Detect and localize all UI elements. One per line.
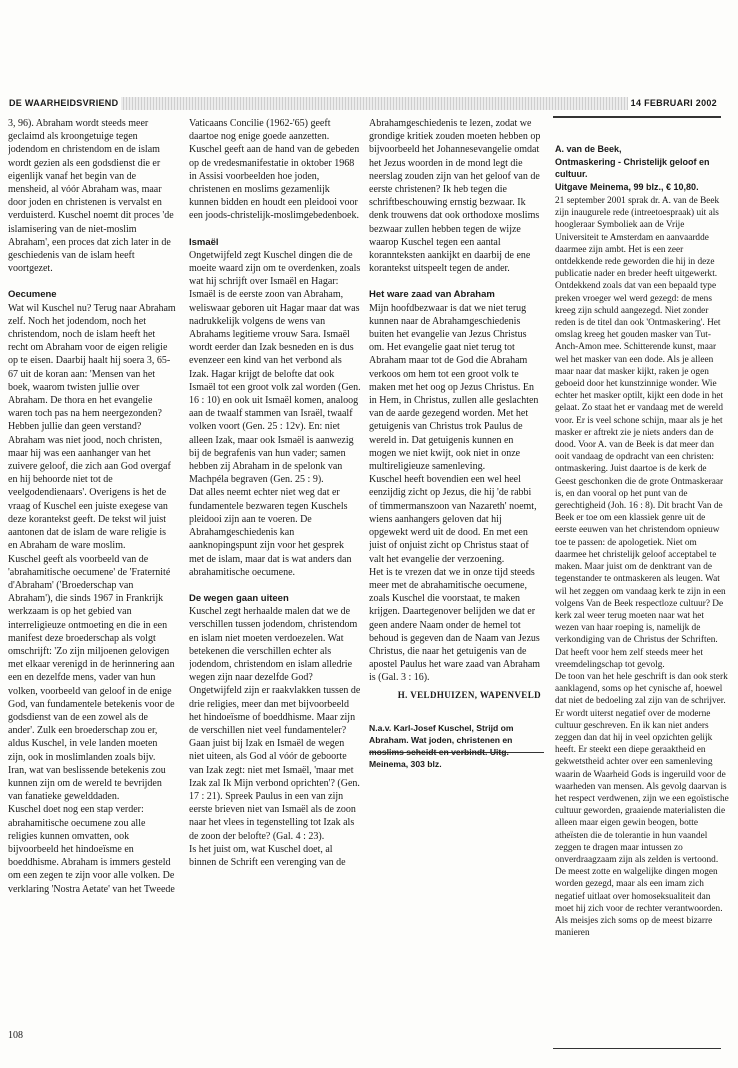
paragraph: Kuschel geeft als voorbeeld van de 'abrahamitische oecumene' de 'Fraternité d'Abraham' ('Broederschap van Abraham'), die sinds 1967 in Frankrijk werkzaam is op het gebied van interreligieuze ontmoeting en die in een manifest deze broederschap als volgt omschrijft: 'Zo zijn miljoenen gelovigen met elkaar verenigd in de herinnering aan een en dezelfde mens, vader van hun volken, voorbeeld van geloof in de enige God, van fundamentele betekenis voor de godsdienst van de een zowel als de ander'. Zulk een broederschap zou er, aldus Kuschel, in vele landen moeten zijn, ook in moslimlanden zoals bijv. Iran, wat van beslissende betekenis zou kunnen zijn om de wereld te bevrijden van fanatieke gewelddaden. <box>8 553 175 803</box>
section-heading-wegen: De wegen gaan uiteen <box>189 592 289 604</box>
review-title: Ontmaskering - Christelijk geloof en cultuur. <box>555 156 710 179</box>
column-4-review <box>555 143 729 1043</box>
running-header <box>6 97 720 110</box>
column-1 <box>8 117 176 1027</box>
paragraph: Vaticaans Concilie (1962-'65) geeft daartoe nog enige goede aanzetten. Kuschel geeft aan de hand van de gebeden op de vredesmanifestatie in oktober 1968 in Assisi voorbeelden hoe joden, christenen en moslims gezamenlijk kunnen bidden en houdt een pleidooi voor een joods-christelijk-moslimgebedenboek. <box>189 118 360 222</box>
book-reference-note: N.a.v. Karl-Josef Kuschel, Strijd om Abraham. Wat joden, christenen en Meinema, 303 blz. <box>369 722 514 769</box>
column-divider-rule <box>369 752 544 753</box>
paragraph: Kuschel zegt herhaalde malen dat we de verschillen tussen jodendom, christendom en islam niet moeten verdoezelen. Wat betekenen die verschillen echter als jodendom, christendom en islam alledrie wegen zijn naar dezelfde God? Ongetwijfeld zijn er raakvlakken tussen de drie religies, meer dan met bijvoorbeeld het hindoeïsme of boeddhisme. Maar zijn de verschillen niet veel fundamenteler? Gaan juist bij Izak en Ismaël de wegen niet uiteen, als God al vóór de geboorte van Izak zegt: niet met Ismaël, 'maar met Izak zal Ik Mijn verbond oprichten'? (Gen. 17 : 21). Spreek Paulus in een van zijn eerste brieven niet van Ismaël als de zoon naar het vlees in tegenstelling tot Izak als de zoon der belofte? (Gal. 4 : 23). <box>189 606 361 842</box>
issue-date: 14 FEBRUARI 2002 <box>628 97 720 110</box>
paragraph: 3, 96). Abraham wordt steeds meer geclaimd als kroongetuige tegen jodendom en christendom en de islam wordt gezien als een godsdienst die er eigenlijk vanaf het begin van de mensheid, al vóór Abraham was, maar door joden en christenen is vervalst en verduisterd. Kuschel noemt dit proces 'de islamisering van de niet-moslim Abraham', een proces dat zich later in de geschiedenis van de islam heeft voortgezet. <box>8 118 174 275</box>
publication-name: DE WAARHEIDSVRIEND <box>6 97 121 110</box>
paragraph: Ongetwijfeld zegt Kuschel dingen die de moeite waard zijn om te overdenken, zoals wat hij schrijft over Ismaël en Hagar: Ismaël is de eerste zoon van Abraham, weliswaar geboren uit Hagar maar dat was nadrukkelijk volgens de wens van Abrahams legitieme vrouw Sara. Ismaël wordt eerder dan Izak besneden en is dus evenzeer een kind van het verbond als Izak. Hagar krijgt de belofte dat ook Ismaël tot een groot volk zal worden (Gen. 16 : 10) en ook uit Ismaël komen, analoog aan de twaalf stammen van Israël, twaalf volken voort (Gen. 25 : 12v). En: niet alleen Izak, maar ook Ismaël is aanwezig bij de begrafenis van hun vader; samen hebben zij Abraham in de spelonk van Machpéla begraven (Gen. 25 : 9). <box>189 249 361 486</box>
column-3 <box>369 117 541 817</box>
paragraph: Abrahamgeschiedenis te lezen, zodat we grondige kritiek zouden moeten hebben op bijvoorbeeld het Johannesevangelie omdat het Jezus woorden in de mond legt die neerslag zouden zijn van het geloof van de eerste christenen? Ik heb tegen die schriftbeschouwing ernstig bezwaar. Ik denk trouwens dat ook orthodoxe moslims bezwaar zullen hebben tegen de wijze waarop Kuschel tegen een aantal korannteksten aankijkt en daarbij de ene korantekst uitspeelt tegen de ander. <box>369 118 541 275</box>
paragraph: Kuschel heeft bovendien een wel heel eenzijdig zicht op Jezus, die hij 'de rabbi of timmermanszoon van Nazareth' noemt, wiens aanhangers geloven dat hij opgewekt werd uit de dood. En met een juist of onjuist zicht op Christus staat of valt het evangelie der verzoening. <box>369 474 537 565</box>
review-publisher: Uitgave Meinema, 99 blz., € 10,80. <box>555 181 699 192</box>
paragraph: Het is te vrezen dat we in onze tijd steeds meer met de abrahamitische oecumene, zoals Kuschel die voorstaat, te maken krijgen. Daartegenover belijden we dat er geen andere Naam onder de hemel tot behoud is gegeven dan de Naam van Jezus Christus, die naar het getuigenis van de apostel Paulus het ware zaad van Abraham is (Gal. 3 : 16). <box>369 566 541 684</box>
paragraph: De toon van het hele geschrift is dan ook sterk aanklagend, soms op het cynische af, hoewel dat niet de bedoeling zal zijn van de schrijver. Er wordt uiterst negatief over de moderne cultuur geschreven. En ik kan niet anders zeggen dan dat hij in veel opzichten gelijk heeft. Er steekt een diepe geraaktheid en gekwetstheid achter over een samenleving waarin de Waarheid Gods is ingeruild voor de waarheden van mensen. Als gevolg daarvan is het respect verdwenen, zijn we een egoïstische cultuur geworden, graaiende materialisten die alleen maar eigen gewin beogen, botte atheïsten die de tolerantie in hun vaandel zeggen te dragen maar intussen zo onverdraagzaam zijn als zelden is vertoond. De meest zotte en walgelijke dingen mogen worden gezegd, maar als een imam zich negatief uitlaat over homoseksualiteit dan moet hij zich voor de rechter verantwoorden. Als meisjes zich soms op de meest bizarre manieren <box>555 671 729 939</box>
review-author: A. van de Beek, <box>555 144 622 154</box>
review-top-rule <box>553 116 721 118</box>
section-heading-oecumene: Oecumene <box>8 289 57 301</box>
paragraph: Mijn hoofdbezwaar is dat we niet terug kunnen naar de Abrahamgeschiedenis buiten het evangelie van Jezus Christus om. Het evangelie gaat niet terug tot Abraham maar tot de God die Abraham verkoos om hem tot een groot volk te maken met het oog op Jezus Christus. En in Hem, in Christus, zullen alle geslachten van de aarde gezegend worden. Met het getuigenis van Christus trok Paulus de wereld in. Dat getuigenis kunnen en mogen we niet kwijt, ook niet in onze multireligieuze samenleving. <box>369 302 539 473</box>
paragraph: Wat wil Kuschel nu? Terug naar Abraham zelf. Noch het jodendom, noch het christendom, noch de islam heeft het recht om Abraham voor de eigen religie op te eisen. Daarbij haalt hij soera 3, 65-67 uit de koran aan: 'Mensen van het boek, waarom twisten jullie over Abraham. De thora en het evangelie waren toch pas na hem neergezonden? Hebben jullie dan geen verstand? Abraham was niet jood, noch christen, maar hij was een aanhanger van het zuivere geloof, die zich aan God overgaf en hij behoorde niet tot de veelgodendienaars'. Overigens is het de vraag of Kuschel een juiste exegese van deze korantekst geeft. De tekst wil juist aantonen dat de islam de ware religie is en Abraham de ware moslim. <box>8 302 176 552</box>
review-bottom-rule <box>553 1048 721 1049</box>
section-heading-ismael: Ismaël <box>189 236 219 248</box>
column-2 <box>189 117 361 1017</box>
paragraph: Is het juist om, wat Kuschel doet, al binnen de Schrift een verenging van de <box>189 843 346 868</box>
paragraph: Kuschel doet nog een stap verder: abrahamitische oecumene zou alle religies kunnen omvatten, ook bijvoorbeeld het hindoeïsme en boeddhisme. Abraham is immers gesteld om een zegen te zijn voor alle volken. De verklaring 'Nostra Aetate' van het Tweede <box>8 804 175 895</box>
paragraph: Dat alles neemt echter niet weg dat er fundamentele bezwaren tegen Kuschels pleidooi zijn aan te voeren. De Abrahamgeschiedenis kan aanknopingspunt zijn voor het gesprek met de islam, maar dat is wat anders dan abrahamitische oecumene. <box>189 487 352 578</box>
section-heading-zaad: Het ware zaad van Abraham <box>369 289 495 301</box>
author-signature: H. VELDHUIZEN, WAPENVELD <box>397 689 541 700</box>
paragraph: 21 september 2001 sprak dr. A. van de Beek zijn inaugurele rede (intreetoespraak) uit als hoogleraar Symboliek aan de Vrije Universiteit te Amsterdam en aanvaardde daarmee zijn ambt. Het is een zeer ontdekkende rede geworden die hij in deze publicatie nader en breder heeft uitgewerkt. Ontdekkend zoals dat van een bepaald type preken vroeger wel werd gezegd: de mens kreeg zijn schuld aangezegd. Niet zonder reden is de titel dan ook 'Ontmaskering'. Het omslag kreeg het gouden masker van Tut-Anch-Amon mee. Schitterende kunst, maar wel het masker van een dode. Als je alleen maar naar dat masker kijkt, raken je ogen geboeid door het kunstzinnige wonder. Wie echter het masker optilt, kijkt een dode in het gelaat. Zo staat het er vandaag met de wereld voor. Er is veel schone schijn, maar als je het masker er aftrekt zie je niets anders dan de dood. Voor A. van de Beek is dat meer dan ooit vandaag de opdracht van een christen: ontmaskering. Juist daartoe is de kerk de Geest geschonken die de grote Ontmaskeraar is, en dan vooral op het punt van de gerechtigheid (Joh. 16 : 8). Dit bracht Van de Beek er toe om een klassiek genre uit de eerste eeuwen van het christendom opnieuw toe te passen: de apologetiek. Niet om daarmee het christelijk geloof acceptabel te maken. Maar juist om de denktrant van de tegenstander te ontmaskeren als leugen. Wat wil het zeggen om vandaag kerk te zijn in een volgens Van de Beek respectloze cultuur? De kerk zal weer terug moeten naar wat het wezen van haar roeping is, namelijk de verkondiging van de Christus der Schriften. Dat heeft voor hem zelf steeds meer het vreemdelingschap tot gevolg. <box>555 196 726 670</box>
page-number: 108 <box>8 1030 23 1041</box>
